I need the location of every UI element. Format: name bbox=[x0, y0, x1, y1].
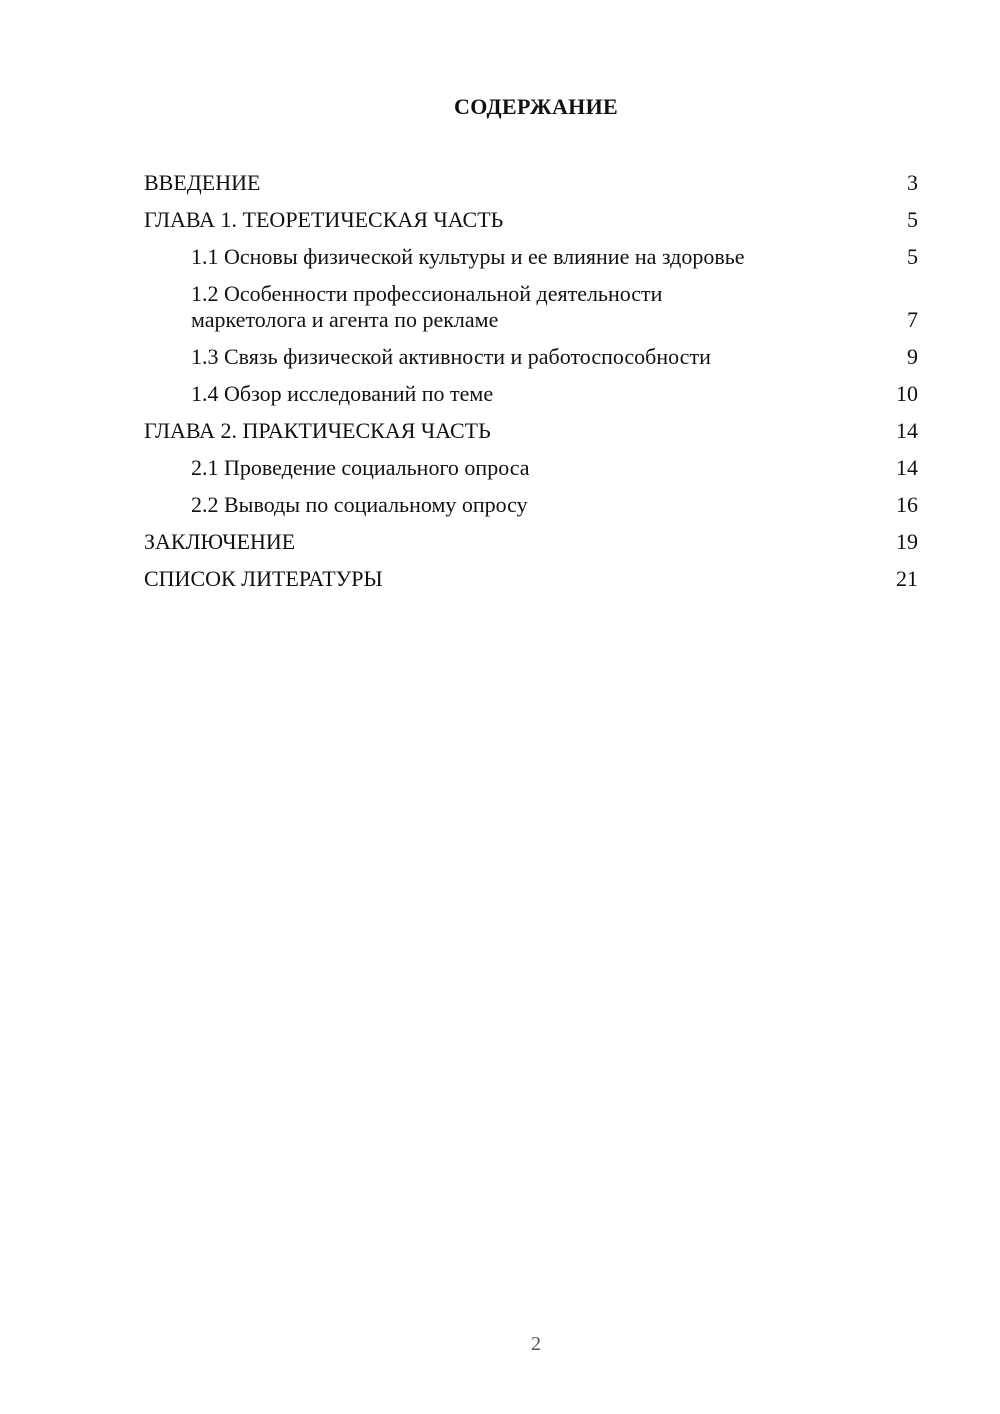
toc-entry[interactable] bbox=[144, 381, 918, 407]
toc-entry[interactable] bbox=[144, 344, 918, 370]
toc-entry-label: 1.1 Основы физической культуры и ее влияние на здоровье bbox=[191, 244, 745, 269]
toc-entry-label: 2.2 Выводы по социальному опросу bbox=[191, 492, 528, 517]
toc-entry[interactable] bbox=[144, 455, 918, 481]
toc-entry-label: 1.2 Особенности профессиональной деятельности маркетолога и агента по рекламе bbox=[191, 281, 663, 332]
toc-entry[interactable] bbox=[144, 281, 918, 333]
toc-entry-page: 10 bbox=[896, 381, 918, 406]
toc-entry-label: СПИСОК ЛИТЕРАТУРЫ bbox=[144, 566, 383, 591]
toc-entry[interactable] bbox=[144, 492, 918, 518]
toc-entry-page: 5 bbox=[907, 207, 918, 232]
toc-entry-label: 1.4 Обзор исследований по теме bbox=[191, 381, 494, 406]
toc-entry-label: 1.3 Связь физической активности и работоспособности bbox=[191, 344, 711, 369]
toc-entry[interactable] bbox=[144, 418, 918, 444]
toc-entry-page: 7 bbox=[907, 307, 918, 332]
toc-entry[interactable] bbox=[144, 207, 918, 233]
table-of-contents bbox=[144, 170, 918, 603]
toc-entry-label: ВВЕДЕНИЕ bbox=[144, 170, 261, 195]
toc-entry-label: ГЛАВА 1. ТЕОРЕТИЧЕСКАЯ ЧАСТЬ bbox=[144, 207, 504, 232]
toc-entry-label: 2.1 Проведение социального опроса bbox=[191, 455, 530, 480]
page-title: СОДЕРЖАНИЕ bbox=[454, 94, 618, 119]
toc-entry[interactable] bbox=[144, 566, 918, 592]
toc-entry-page: 16 bbox=[896, 492, 918, 517]
toc-entry-page: 9 bbox=[907, 344, 918, 369]
toc-entry-page: 5 bbox=[907, 244, 918, 269]
toc-entry-page: 14 bbox=[896, 418, 918, 443]
toc-entry-page: 3 bbox=[907, 170, 918, 195]
toc-entry[interactable] bbox=[144, 170, 918, 196]
toc-entry-label: ЗАКЛЮЧЕНИЕ bbox=[144, 529, 296, 554]
toc-entry-page: 19 bbox=[896, 529, 918, 554]
page-number: 2 bbox=[531, 1333, 541, 1355]
toc-entry-page: 21 bbox=[896, 566, 918, 591]
toc-entry[interactable] bbox=[144, 529, 918, 555]
toc-entry[interactable] bbox=[144, 244, 918, 270]
toc-entry-label: ГЛАВА 2. ПРАКТИЧЕСКАЯ ЧАСТЬ bbox=[144, 418, 491, 443]
toc-entry-page: 14 bbox=[896, 455, 918, 480]
